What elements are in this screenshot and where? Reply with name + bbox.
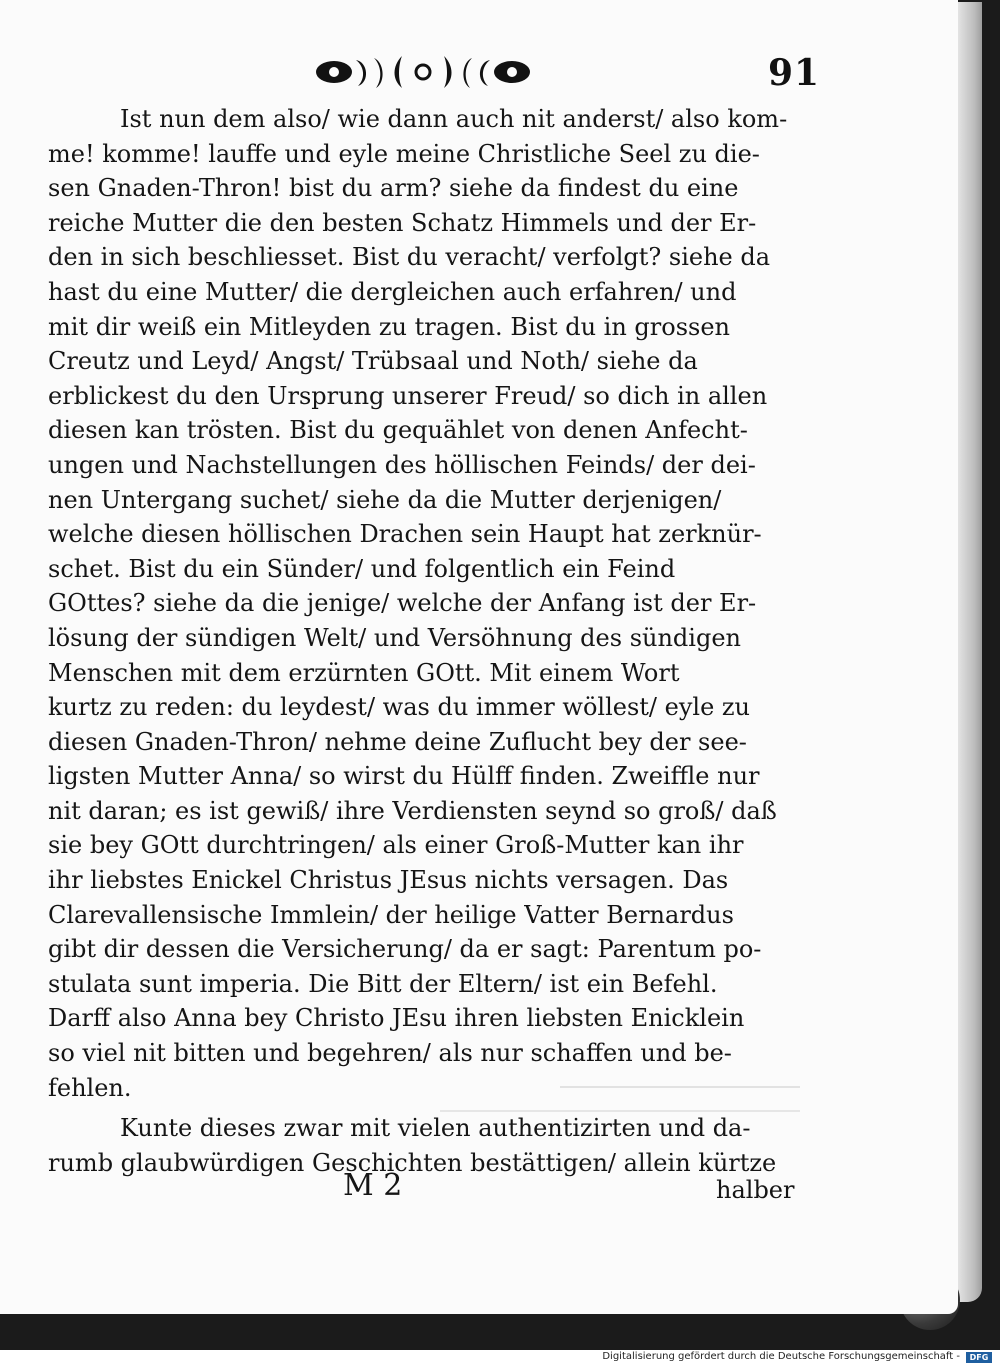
text-line: Ist nun dem also/ wie dann auch nit anderst/ also kom- <box>120 105 788 133</box>
text-line: GOttes? siehe da die jenige/ welche der Anfang ist der Er- <box>48 589 757 618</box>
text-line: sen Gnaden-Thron! bist du arm? siehe da findest du eine <box>48 174 739 203</box>
text-line: ungen und Nachstellungen des höllischen Feinds/ der dei- <box>48 450 756 479</box>
text-line: diesen kan trösten. Bist du gequählet von denen Anfecht- <box>48 416 748 445</box>
credit-bar <box>0 1350 1000 1366</box>
text-line: me! komme! lauffe und eyle meine Christliche Seel zu die- <box>48 139 760 168</box>
text-line: ihr liebstes Enickel Christus JEsus nichts versagen. Das <box>48 866 729 895</box>
text-line: mit dir weiß ein Mitleyden zu tragen. Bist du in grossen <box>48 312 731 341</box>
signature-mark: M 2 <box>343 1168 403 1203</box>
text-line: reiche Mutter die den besten Schatz Himmels und der Er- <box>48 208 757 237</box>
catchword: halber <box>716 1176 795 1204</box>
text-line: kurtz zu reden: du leydest/ was du immer wöllest/ eyle zu <box>48 693 750 722</box>
text-line: ligsten Mutter Anna/ so wirst du Hülff finden. Zweiffle nur <box>48 762 760 791</box>
text-line: nen Untergang suchet/ siehe da die Mutter derjenigen/ <box>48 485 722 514</box>
text-line: den in sich beschliesset. Bist du veracht/ verfolgt? siehe da <box>48 243 771 272</box>
text-line: hast du eine Mutter/ die dergleichen auch erfahren/ und <box>48 277 737 306</box>
body-text <box>48 102 820 1180</box>
text-line: Darff also Anna bey Christo JEsu ihren liebsten Enicklein <box>48 1004 745 1033</box>
text-line: gibt dir dessen die Versicherung/ da er sagt: Parentum po- <box>48 935 762 964</box>
text-line: sie bey GOtt durchtringen/ als einer Groß-Mutter kan ihr <box>48 831 744 860</box>
text-line: Creutz und Leyd/ Angst/ Trübsaal und Noth/ siehe da <box>48 347 698 376</box>
page-number: 91 <box>768 52 821 94</box>
text-line: fehlen. <box>48 1073 132 1102</box>
header-ornament <box>312 52 534 92</box>
text-line: lösung der sündigen Welt/ und Versöhnung des sündigen <box>48 623 741 652</box>
dfg-logo: DFG <box>966 1352 992 1363</box>
page-edge <box>956 2 982 1302</box>
text-line: so viel nit bitten und begehren/ als nur schaffen und be- <box>48 1039 732 1068</box>
text-line: welche diesen höllischen Drachen sein Haupt hat zerknür- <box>48 520 762 549</box>
text-line: Menschen mit dem erzürnten GOtt. Mit einem Wort <box>48 658 680 687</box>
text-line: erblickest du den Ursprung unserer Freud/ so dich in allen <box>48 381 768 410</box>
credit-text: Digitalisierung gefördert durch die Deutsche Forschungsgemeinschaft - <box>602 1351 960 1362</box>
text-line: nit daran; es ist gewiß/ ihre Verdiensten seynd so groß/ daß <box>48 796 777 825</box>
text-line: Kunte dieses zwar mit vielen authentizirten und da- <box>120 1114 751 1143</box>
text-line: Clarevallensische Immlein/ der heilige Vatter Bernardus <box>48 900 734 929</box>
text-line: rumb glaubwürdigen Geschichten bestättigen/ allein kürtze <box>48 1148 777 1177</box>
text-line: schet. Bist du ein Sünder/ und folgentlich ein Feind <box>48 554 676 583</box>
text-line: stulata sunt imperia. Die Bitt der Eltern/ ist ein Befehl. <box>48 969 718 998</box>
text-line: diesen Gnaden-Thron/ nehme deine Zuflucht bey der see- <box>48 727 747 756</box>
